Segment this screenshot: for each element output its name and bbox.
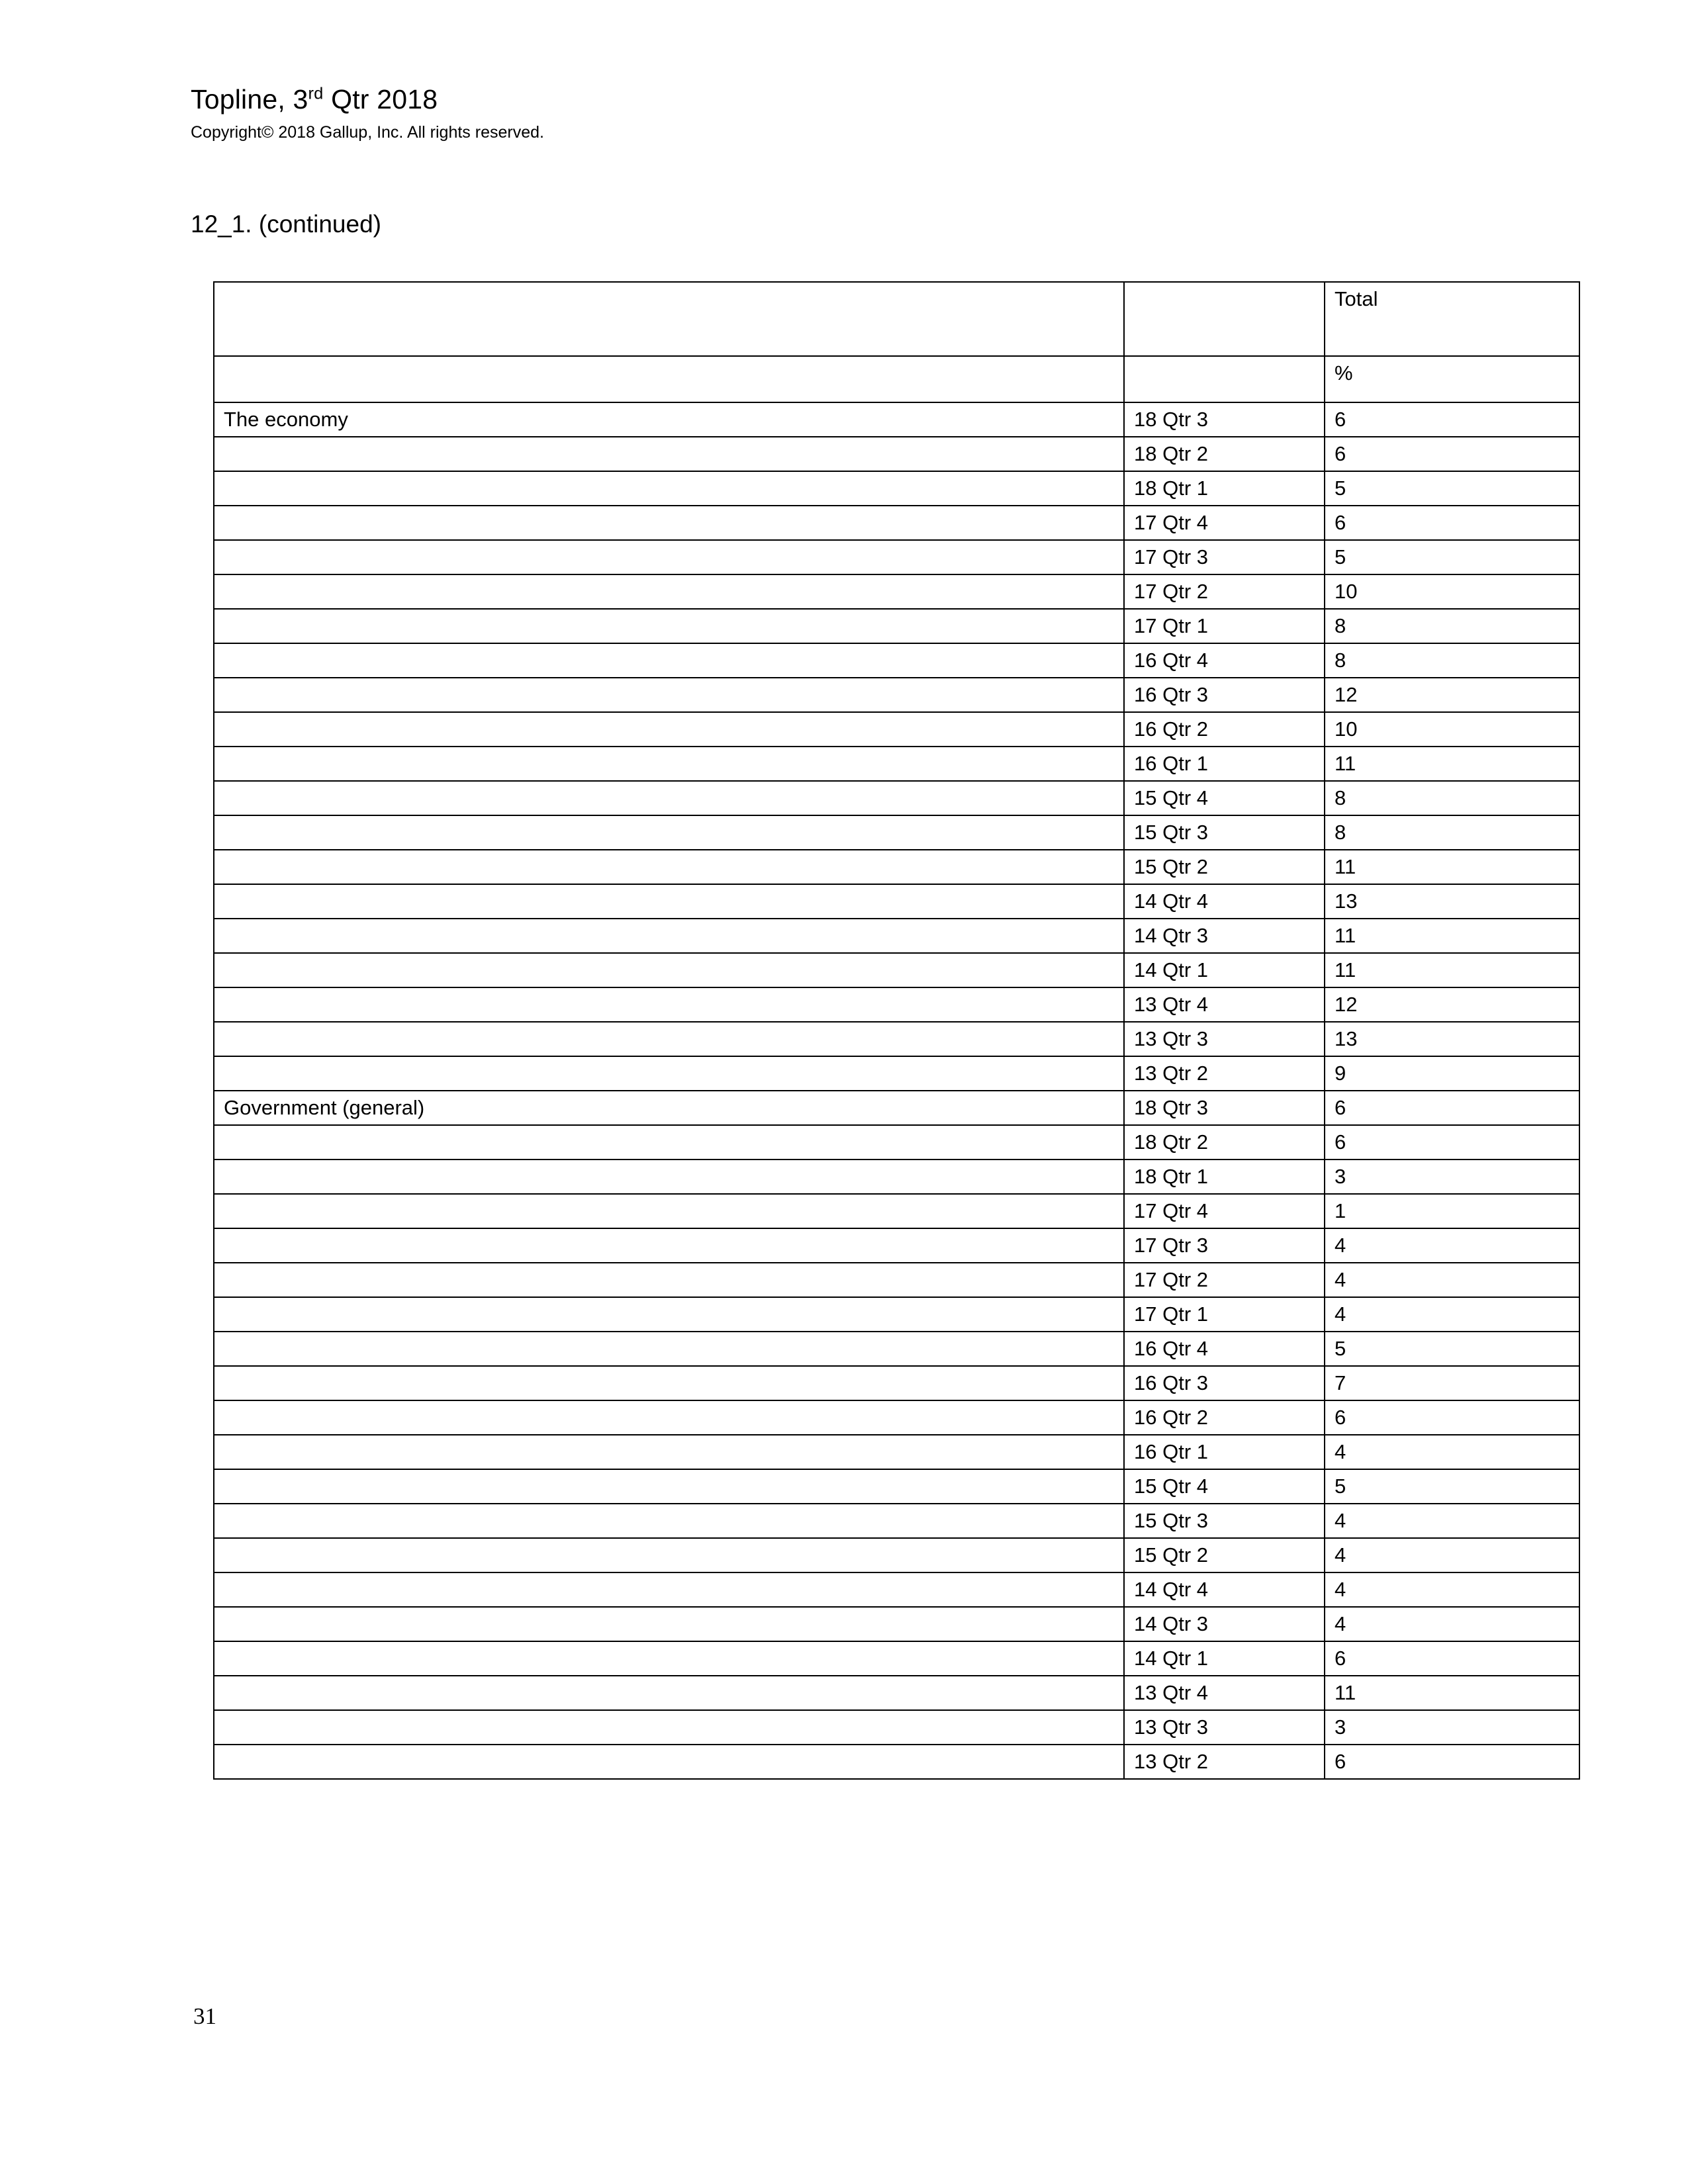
cell-total-percent — [1325, 1607, 1579, 1641]
table-row — [214, 1641, 1579, 1676]
cell-period — [1124, 815, 1325, 850]
total-percent-text: 13 — [1335, 889, 1358, 913]
period-text: 18 Qtr 3 — [1134, 1096, 1208, 1119]
period-text: 16 Qtr 3 — [1134, 1371, 1208, 1394]
total-percent-text: 3 — [1335, 1715, 1346, 1739]
table-row — [214, 987, 1579, 1022]
total-percent-text: 6 — [1335, 1647, 1346, 1670]
copyright-notice: Copyright© 2018 Gallup, Inc. All rights reserved. — [191, 123, 544, 142]
period-text: 15 Qtr 3 — [1134, 821, 1208, 844]
total-percent-text: 4 — [1335, 1543, 1346, 1567]
cell-total-percent — [1325, 884, 1579, 919]
cell-category-label — [214, 609, 1124, 643]
question-heading: 12_1. (continued) — [191, 210, 381, 238]
cell-category-label — [214, 471, 1124, 506]
cell-category-label — [214, 574, 1124, 609]
total-percent-text: 3 — [1335, 1165, 1346, 1188]
cell-period — [1124, 1160, 1325, 1194]
cell-period — [1124, 781, 1325, 815]
period-text: 14 Qtr 3 — [1134, 924, 1208, 947]
cell-period — [1124, 884, 1325, 919]
cell-total-percent — [1325, 1710, 1579, 1745]
total-percent-text: 6 — [1335, 442, 1346, 465]
total-percent-text: 6 — [1335, 1750, 1346, 1773]
cell-period — [1124, 1607, 1325, 1641]
cell-period — [1124, 1504, 1325, 1538]
cell-total-percent — [1325, 953, 1579, 987]
period-text: 13 Qtr 2 — [1134, 1062, 1208, 1085]
cell-total-percent — [1325, 540, 1579, 574]
table-row — [214, 1745, 1579, 1779]
table-row — [214, 850, 1579, 884]
cell-category-label — [214, 953, 1124, 987]
cell-total-percent — [1325, 1091, 1579, 1125]
table-row — [214, 1400, 1579, 1435]
category-label-text — [224, 1160, 1123, 1166]
category-label-text — [224, 919, 1123, 925]
cell-total-percent — [1325, 747, 1579, 781]
total-percent-text: 11 — [1335, 752, 1356, 775]
cell-period — [1124, 747, 1325, 781]
cell-total-percent — [1325, 1572, 1579, 1607]
cell-category-label — [214, 1435, 1124, 1469]
cell-period — [1124, 574, 1325, 609]
period-text: 17 Qtr 2 — [1134, 580, 1208, 603]
page-title-rest: Qtr 2018 — [323, 84, 438, 114]
period-text: 16 Qtr 4 — [1134, 1337, 1208, 1360]
total-percent-text: 6 — [1335, 1130, 1346, 1154]
category-label-text — [224, 988, 1123, 994]
cell-total-percent — [1325, 987, 1579, 1022]
cell-category-label — [214, 884, 1124, 919]
table-row — [214, 1125, 1579, 1160]
category-label-text — [224, 1504, 1123, 1510]
cell-total-percent — [1325, 1366, 1579, 1400]
header-cell-blank-label-2 — [214, 356, 1124, 402]
cell-total-percent — [1325, 1676, 1579, 1710]
total-percent-text: 11 — [1335, 958, 1356, 981]
cell-category-label — [214, 1676, 1124, 1710]
table-row — [214, 815, 1579, 850]
total-percent-text: 4 — [1335, 1578, 1346, 1601]
cell-period — [1124, 1400, 1325, 1435]
table-row — [214, 1504, 1579, 1538]
total-percent-text: 10 — [1335, 717, 1358, 741]
category-label-text — [224, 1642, 1123, 1648]
cell-category-label — [214, 987, 1124, 1022]
cell-period — [1124, 1572, 1325, 1607]
cell-period — [1124, 1194, 1325, 1228]
table-row — [214, 1366, 1579, 1400]
cell-total-percent — [1325, 850, 1579, 884]
period-text: 14 Qtr 4 — [1134, 889, 1208, 913]
cell-period — [1124, 471, 1325, 506]
cell-category-label — [214, 540, 1124, 574]
cell-category-label — [214, 1160, 1124, 1194]
category-label-text — [224, 506, 1123, 512]
cell-period — [1124, 506, 1325, 540]
total-percent-text: 6 — [1335, 408, 1346, 431]
cell-total-percent — [1325, 471, 1579, 506]
total-percent-text: 4 — [1335, 1302, 1346, 1326]
cell-period — [1124, 1469, 1325, 1504]
cell-category-label — [214, 1194, 1124, 1228]
cell-category-label — [214, 1056, 1124, 1091]
cell-category-label — [214, 1745, 1124, 1779]
period-text: 13 Qtr 2 — [1134, 1750, 1208, 1773]
cell-category-label — [214, 1504, 1124, 1538]
category-label-text — [224, 1298, 1123, 1304]
table-row — [214, 678, 1579, 712]
total-percent-text: 10 — [1335, 580, 1358, 603]
cell-period — [1124, 987, 1325, 1022]
category-label-text — [224, 472, 1123, 478]
category-label-text: The economy — [224, 408, 348, 431]
period-text: 15 Qtr 3 — [1134, 1509, 1208, 1532]
cell-category-label — [214, 506, 1124, 540]
cell-period — [1124, 1263, 1325, 1297]
total-percent-text: 4 — [1335, 1440, 1346, 1463]
cell-category-label — [214, 1572, 1124, 1607]
period-text: 13 Qtr 4 — [1134, 993, 1208, 1016]
cell-period — [1124, 437, 1325, 471]
category-label-text: Government (general) — [224, 1096, 425, 1119]
cell-category-label — [214, 1538, 1124, 1572]
cell-period — [1124, 609, 1325, 643]
cell-total-percent — [1325, 1504, 1579, 1538]
total-percent-text: 4 — [1335, 1234, 1346, 1257]
cell-category-label — [214, 1297, 1124, 1332]
cell-period — [1124, 1710, 1325, 1745]
table-row — [214, 1710, 1579, 1745]
period-text: 16 Qtr 3 — [1134, 683, 1208, 706]
cell-total-percent — [1325, 1022, 1579, 1056]
cell-category-label — [214, 781, 1124, 815]
cell-period — [1124, 1641, 1325, 1676]
period-text: 17 Qtr 2 — [1134, 1268, 1208, 1291]
cell-total-percent — [1325, 437, 1579, 471]
table-row — [214, 1538, 1579, 1572]
total-percent-text: 12 — [1335, 683, 1358, 706]
page-title-ordinal-suffix: rd — [308, 84, 324, 103]
period-text: 18 Qtr 1 — [1134, 1165, 1208, 1188]
cell-total-percent — [1325, 1745, 1579, 1779]
table-header-row-total — [214, 282, 1579, 356]
period-text: 17 Qtr 4 — [1134, 1199, 1208, 1222]
table-row — [214, 747, 1579, 781]
period-text: 15 Qtr 4 — [1134, 1475, 1208, 1498]
category-label-text — [224, 1023, 1123, 1028]
table-row — [214, 781, 1579, 815]
table-row — [214, 437, 1579, 471]
total-percent-text: 8 — [1335, 649, 1346, 672]
period-text: 15 Qtr 4 — [1134, 786, 1208, 809]
cell-period — [1124, 1022, 1325, 1056]
cell-category-label — [214, 747, 1124, 781]
page-title — [191, 85, 1515, 114]
header-cell-percent: % — [1325, 356, 1579, 402]
page-title-main: Topline, 3 — [191, 84, 308, 114]
cell-category-label — [214, 1091, 1124, 1125]
cell-total-percent — [1325, 1194, 1579, 1228]
table-row — [214, 1332, 1579, 1366]
cell-period — [1124, 1228, 1325, 1263]
cell-category-label — [214, 1332, 1124, 1366]
table-row — [214, 1022, 1579, 1056]
cell-total-percent — [1325, 609, 1579, 643]
period-text: 14 Qtr 4 — [1134, 1578, 1208, 1601]
page-number: 31 — [193, 2003, 216, 2029]
cell-period — [1124, 1745, 1325, 1779]
cell-category-label — [214, 1469, 1124, 1504]
cell-category-label — [214, 1400, 1124, 1435]
table-row — [214, 1056, 1579, 1091]
total-percent-text: 11 — [1335, 855, 1356, 878]
total-percent-text: 6 — [1335, 511, 1346, 534]
table-row — [214, 712, 1579, 747]
period-text: 13 Qtr 4 — [1134, 1681, 1208, 1704]
header-cell-blank-period-2 — [1124, 356, 1325, 402]
cell-period — [1124, 1366, 1325, 1400]
total-percent-text: 7 — [1335, 1371, 1346, 1394]
cell-total-percent — [1325, 1263, 1579, 1297]
total-percent-text: 8 — [1335, 614, 1346, 637]
category-label-text — [224, 816, 1123, 822]
total-percent-text: 12 — [1335, 993, 1358, 1016]
cell-category-label — [214, 1366, 1124, 1400]
cell-period — [1124, 678, 1325, 712]
category-label-text — [224, 678, 1123, 684]
cell-category-label — [214, 712, 1124, 747]
cell-total-percent — [1325, 678, 1579, 712]
period-text: 13 Qtr 3 — [1134, 1715, 1208, 1739]
category-label-text — [224, 541, 1123, 547]
period-text: 17 Qtr 1 — [1134, 1302, 1208, 1326]
total-percent-text: 8 — [1335, 821, 1346, 844]
category-label-text — [224, 1573, 1123, 1579]
period-text: 16 Qtr 2 — [1134, 717, 1208, 741]
total-percent-text: 5 — [1335, 1337, 1346, 1360]
document-header — [191, 85, 1515, 142]
table-row — [214, 919, 1579, 953]
cell-category-label — [214, 1607, 1124, 1641]
cell-total-percent — [1325, 402, 1579, 437]
table-row — [214, 574, 1579, 609]
table-row — [214, 609, 1579, 643]
cell-total-percent — [1325, 1056, 1579, 1091]
cell-period — [1124, 643, 1325, 678]
cell-category-label — [214, 850, 1124, 884]
table-row — [214, 1435, 1579, 1469]
period-text: 14 Qtr 1 — [1134, 958, 1208, 981]
cell-total-percent — [1325, 1332, 1579, 1366]
cell-total-percent — [1325, 643, 1579, 678]
cell-category-label — [214, 678, 1124, 712]
category-label-text — [224, 1229, 1123, 1235]
cell-total-percent — [1325, 1469, 1579, 1504]
total-percent-text: 1 — [1335, 1199, 1346, 1222]
cell-category-label — [214, 1228, 1124, 1263]
period-text: 17 Qtr 1 — [1134, 614, 1208, 637]
cell-total-percent — [1325, 781, 1579, 815]
category-label-text — [224, 782, 1123, 788]
period-text: 16 Qtr 1 — [1134, 752, 1208, 775]
period-text: 17 Qtr 3 — [1134, 545, 1208, 569]
cell-category-label — [214, 1641, 1124, 1676]
header-cell-blank-period — [1124, 282, 1325, 356]
total-percent-text: 4 — [1335, 1509, 1346, 1532]
header-cell-blank-label — [214, 282, 1124, 356]
period-text: 18 Qtr 2 — [1134, 1130, 1208, 1154]
cell-category-label — [214, 1125, 1124, 1160]
cell-total-percent — [1325, 1297, 1579, 1332]
cell-category-label — [214, 1263, 1124, 1297]
category-label-text — [224, 1263, 1123, 1269]
table-row — [214, 1263, 1579, 1297]
period-text: 18 Qtr 3 — [1134, 408, 1208, 431]
total-percent-text: 9 — [1335, 1062, 1346, 1085]
category-label-text — [224, 747, 1123, 753]
table-row — [214, 1676, 1579, 1710]
cell-period — [1124, 1056, 1325, 1091]
cell-total-percent — [1325, 815, 1579, 850]
period-text: 17 Qtr 4 — [1134, 511, 1208, 534]
period-text: 16 Qtr 2 — [1134, 1406, 1208, 1429]
category-label-text — [224, 1367, 1123, 1373]
cell-total-percent — [1325, 1125, 1579, 1160]
category-label-text — [224, 1057, 1123, 1063]
table-header-row-percent — [214, 356, 1579, 402]
total-percent-text: 8 — [1335, 786, 1346, 809]
cell-category-label — [214, 402, 1124, 437]
category-label-text — [224, 1126, 1123, 1132]
cell-total-percent — [1325, 1538, 1579, 1572]
category-label-text — [224, 644, 1123, 650]
category-label-text — [224, 1401, 1123, 1407]
table-row — [214, 1572, 1579, 1607]
cell-period — [1124, 712, 1325, 747]
table-row — [214, 1194, 1579, 1228]
cell-period — [1124, 850, 1325, 884]
total-percent-text: 4 — [1335, 1612, 1346, 1635]
cell-period — [1124, 1435, 1325, 1469]
category-label-text — [224, 437, 1123, 443]
topline-data-table — [213, 281, 1580, 1780]
category-label-text — [224, 1676, 1123, 1682]
cell-category-label — [214, 643, 1124, 678]
table-row — [214, 506, 1579, 540]
period-text: 14 Qtr 3 — [1134, 1612, 1208, 1635]
cell-category-label — [214, 815, 1124, 850]
period-text: 15 Qtr 2 — [1134, 1543, 1208, 1567]
table-body — [214, 282, 1579, 1779]
table-row — [214, 402, 1579, 437]
total-percent-text: 5 — [1335, 477, 1346, 500]
cell-period — [1124, 1297, 1325, 1332]
category-label-text — [224, 1711, 1123, 1717]
total-percent-text: 6 — [1335, 1406, 1346, 1429]
category-label-text — [224, 850, 1123, 856]
table-row — [214, 1607, 1579, 1641]
table-row — [214, 884, 1579, 919]
cell-period — [1124, 540, 1325, 574]
cell-total-percent — [1325, 712, 1579, 747]
category-label-text — [224, 1608, 1123, 1614]
table-row — [214, 1469, 1579, 1504]
cell-total-percent — [1325, 1160, 1579, 1194]
category-label-text — [224, 610, 1123, 615]
category-label-text — [224, 1745, 1123, 1751]
table-row — [214, 1228, 1579, 1263]
period-text: 16 Qtr 4 — [1134, 649, 1208, 672]
header-cell-total: Total — [1325, 282, 1579, 356]
cell-period — [1124, 1125, 1325, 1160]
total-percent-text: 5 — [1335, 545, 1346, 569]
category-label-text — [224, 885, 1123, 891]
cell-period — [1124, 1676, 1325, 1710]
table-row — [214, 540, 1579, 574]
category-label-text — [224, 575, 1123, 581]
period-text: 15 Qtr 2 — [1134, 855, 1208, 878]
cell-total-percent — [1325, 574, 1579, 609]
cell-period — [1124, 1091, 1325, 1125]
cell-total-percent — [1325, 1228, 1579, 1263]
category-label-text — [224, 1332, 1123, 1338]
table-row — [214, 471, 1579, 506]
period-text: 18 Qtr 1 — [1134, 477, 1208, 500]
category-label-text — [224, 1470, 1123, 1476]
total-percent-text: 13 — [1335, 1027, 1358, 1050]
category-label-text — [224, 1539, 1123, 1545]
cell-total-percent — [1325, 919, 1579, 953]
table-row — [214, 1091, 1579, 1125]
cell-total-percent — [1325, 1400, 1579, 1435]
cell-category-label — [214, 919, 1124, 953]
total-percent-text: 5 — [1335, 1475, 1346, 1498]
table-row — [214, 1160, 1579, 1194]
total-percent-text: 11 — [1335, 1681, 1356, 1704]
period-text: 16 Qtr 1 — [1134, 1440, 1208, 1463]
category-label-text — [224, 1195, 1123, 1201]
total-percent-text: 11 — [1335, 924, 1356, 947]
period-text: 18 Qtr 2 — [1134, 442, 1208, 465]
period-text: 14 Qtr 1 — [1134, 1647, 1208, 1670]
cell-period — [1124, 1332, 1325, 1366]
cell-category-label — [214, 1022, 1124, 1056]
cell-period — [1124, 402, 1325, 437]
cell-category-label — [214, 1710, 1124, 1745]
category-label-text — [224, 713, 1123, 719]
total-percent-text: 4 — [1335, 1268, 1346, 1291]
cell-period — [1124, 919, 1325, 953]
table-row — [214, 643, 1579, 678]
cell-total-percent — [1325, 1435, 1579, 1469]
cell-period — [1124, 953, 1325, 987]
cell-period — [1124, 1538, 1325, 1572]
category-label-text — [224, 954, 1123, 960]
period-text: 13 Qtr 3 — [1134, 1027, 1208, 1050]
cell-total-percent — [1325, 506, 1579, 540]
table-row — [214, 953, 1579, 987]
cell-total-percent — [1325, 1641, 1579, 1676]
total-percent-text: 6 — [1335, 1096, 1346, 1119]
table-row — [214, 1297, 1579, 1332]
cell-category-label — [214, 437, 1124, 471]
category-label-text — [224, 1435, 1123, 1441]
period-text: 17 Qtr 3 — [1134, 1234, 1208, 1257]
